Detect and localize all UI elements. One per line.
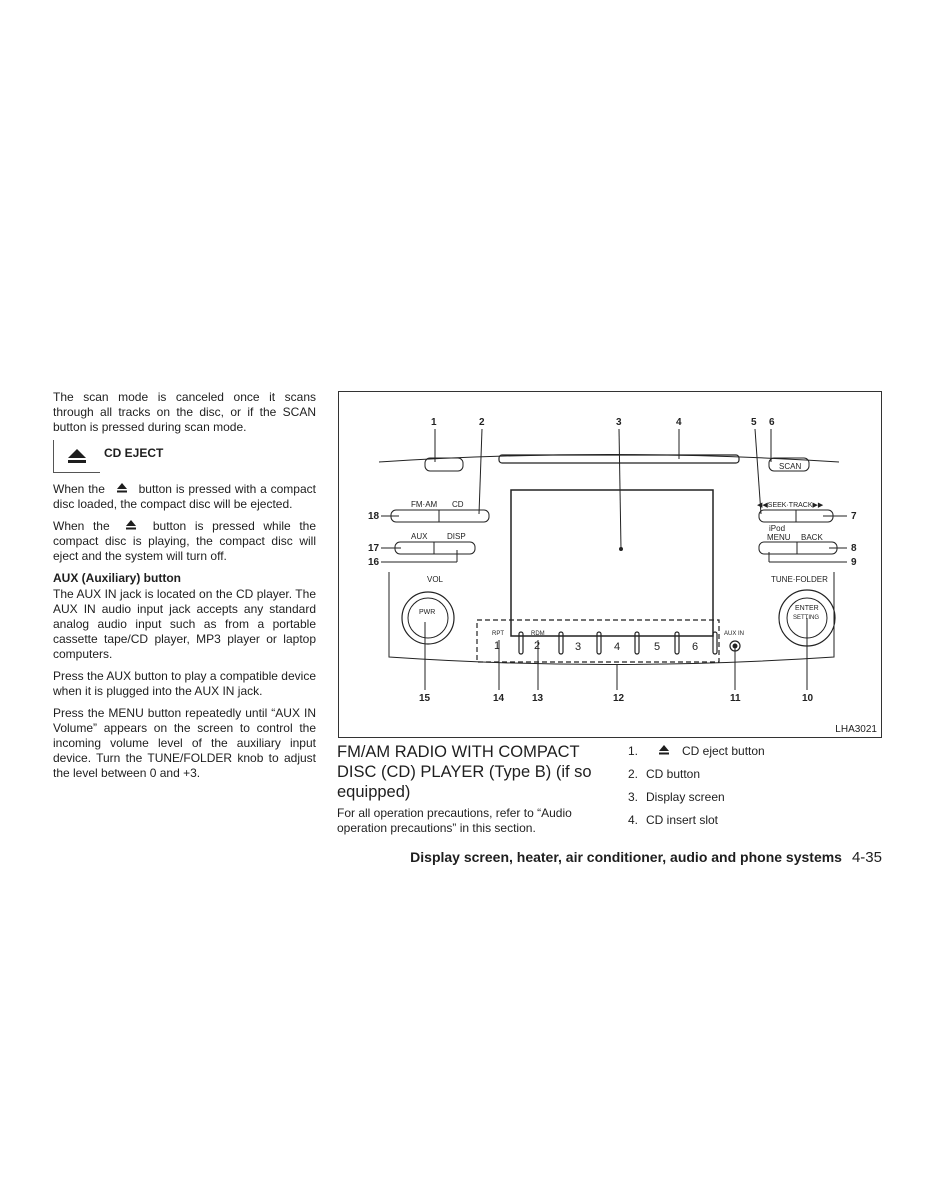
aux-heading: AUX (Auxiliary) button: [53, 571, 181, 585]
figure-label: LHA3021: [835, 724, 877, 735]
figure-legend: [628, 744, 882, 836]
cd-eject-heading: [53, 442, 316, 472]
page-footer: [300, 849, 882, 866]
eject-icon: [646, 744, 682, 767]
ipod-label: iPod: [769, 524, 786, 533]
eject-p1-start: When the: [53, 482, 105, 496]
preset-5: 5: [654, 641, 661, 653]
aux-label: AUX: [411, 532, 428, 541]
eject-icon: [109, 482, 135, 497]
pwr-label: PWR: [419, 609, 436, 616]
aux-paragraph-2: Press the AUX button to play a compatible device when it is plugged into the AUX IN jack.: [53, 669, 316, 698]
preset-2: 2: [534, 640, 541, 652]
legend-text: Display screen: [646, 790, 725, 804]
callout-14: 14: [493, 693, 505, 704]
callout-16: 16: [368, 557, 380, 568]
preset-4: 4: [614, 641, 621, 653]
eject-icon: [118, 519, 144, 534]
legend-text: CD insert slot: [646, 813, 719, 827]
eject-paragraph-2: [53, 519, 316, 564]
page-number: 4-35: [851, 849, 882, 866]
callout-5: 5: [751, 417, 757, 428]
setting-label: SETTING: [793, 615, 820, 621]
aux-paragraph-3: Press the MENU button repeatedly until “AUX IN Volume” appears on the screen to control the incoming volume level of the auxiliary input device. Turn the TUNE/FOLDER knob to adjust the level between 0 and +3.: [53, 706, 316, 780]
callout-9: 9: [851, 557, 857, 568]
back-label: BACK: [801, 533, 823, 542]
legend-item: [628, 744, 882, 767]
cd-label: CD: [452, 500, 464, 509]
rdm-label: RDM: [531, 631, 545, 637]
preset-6: 6: [692, 641, 699, 653]
cd-eject-title: CD EJECT: [104, 446, 164, 460]
legend-text: CD button: [646, 767, 701, 781]
legend-item: [628, 790, 882, 813]
callout-2: 2: [479, 417, 485, 428]
footer-section-name: Display screen, heater, air conditioner, audio and phone systems: [410, 849, 842, 865]
menu-label: MENU: [767, 533, 791, 542]
cd-eject-icon-box: [53, 440, 100, 473]
left-column: [53, 390, 316, 788]
callout-7: 7: [851, 511, 857, 522]
callout-3: 3: [616, 417, 622, 428]
aux-paragraph-1: The AUX IN jack is located on the CD player. The AUX IN audio input jack accepts any standard analog audio input such as from a portable cassette tape/CD player, MP3 player or laptop computers.: [53, 587, 316, 661]
callout-17: 17: [368, 543, 380, 554]
eject-p1-end: button is pressed with a compact disc loaded, the compact disc will be ejected.: [53, 482, 316, 511]
preset-1: 1: [494, 640, 501, 652]
legend-item: [628, 767, 882, 790]
callout-8: 8: [851, 543, 857, 554]
preset-3: 3: [575, 641, 582, 653]
scan-paragraph: The scan mode is canceled once it scans through all tracks on the disc, or if the SCAN button is pressed during scan mode.: [53, 390, 316, 434]
eject-icon: [66, 448, 88, 464]
scan-label: SCAN: [779, 462, 802, 471]
legend-number: 1.: [628, 744, 639, 758]
callout-1: 1: [431, 417, 437, 428]
eject-p2-start: When the: [53, 519, 110, 533]
section-body: For all operation precautions, refer to “Audio operation precautions” in this section.: [337, 806, 572, 835]
callout-6: 6: [769, 417, 775, 428]
fm-am-label: FM·AM: [411, 500, 438, 509]
legend-number: 4.: [628, 813, 639, 827]
eject-paragraph-1: [53, 482, 316, 512]
callout-15: 15: [419, 693, 431, 704]
tune-folder-label: TUNE·FOLDER: [771, 575, 828, 584]
section-title: FM/AM RADIO WITH COMPACT DISC (CD) PLAYER (Type B) (if so equipped): [337, 743, 592, 801]
legend-number: 2.: [628, 767, 639, 781]
rpt-label: RPT: [492, 631, 504, 637]
radio-figure: [338, 391, 882, 738]
disp-label: DISP: [447, 532, 466, 541]
eject-p2-end: button is pressed while the compact disc is playing, the compact disc will eject and the system will turn off.: [53, 519, 316, 563]
legend-text: CD eject button: [682, 744, 765, 758]
legend-item: [628, 813, 882, 836]
callout-11: 11: [730, 693, 741, 704]
seek-track-label: ◀◀SEEK·TRACK▶▶: [757, 502, 824, 509]
callout-12: 12: [613, 693, 625, 704]
callout-18: 18: [368, 511, 380, 522]
vol-label: VOL: [427, 575, 444, 584]
callout-10: 10: [802, 693, 814, 704]
radio-diagram: [339, 392, 881, 737]
enter-label: ENTER: [795, 605, 819, 612]
legend-number: 3.: [628, 790, 639, 804]
callout-4: 4: [676, 417, 682, 428]
aux-in-label: AUX IN: [724, 631, 745, 637]
callout-13: 13: [532, 693, 544, 704]
